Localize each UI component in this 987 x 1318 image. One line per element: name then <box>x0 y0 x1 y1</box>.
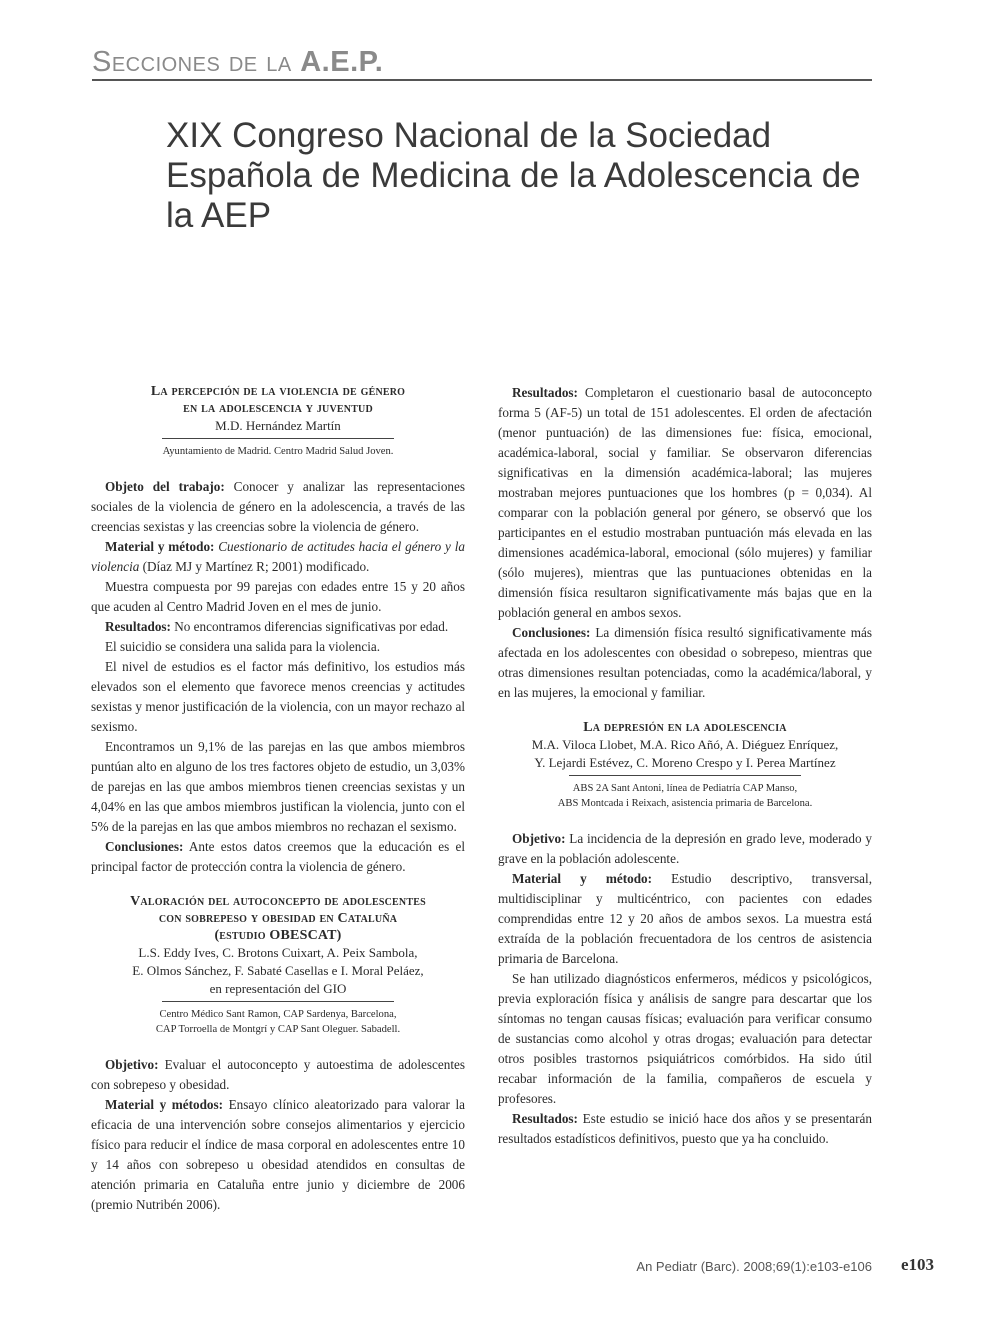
abstract2-affiliation <box>91 1007 465 1037</box>
abstract1-title <box>91 383 465 417</box>
abstract3-authors <box>498 736 872 772</box>
abstract2-objective-text: Evaluar el autoconcepto y autoestima de adolescentes con sobrepeso y obesidad. <box>91 1057 465 1092</box>
abstract2-title-line3: (estudio OBESCAT) <box>214 928 342 943</box>
abstract1-results-label: Resultados: <box>105 619 171 634</box>
abstract2-method <box>91 1095 465 1215</box>
abstract1-method-italic: Cuestionario de actitudes hacia el género y la violencia <box>91 539 465 574</box>
abstract1-results <box>91 617 465 637</box>
section-org: A.E.P. <box>300 46 384 78</box>
abstract1-findings: Encontramos un 9,1% de las parejas en las que ambos miembros puntúan alto en alguno de los tres factores objeto de estudio, un 3,03% de parejas en las que ambos miembros tienen creencias sexistas y un 4,04% en las que ambos miembros justifican la violencia, junto con el 5% de la parejas en las que ambos miembros no rechazan el sexismo. <box>91 739 465 834</box>
abstract3-results <box>498 1109 872 1149</box>
abstract1-method-label: Material y método: <box>105 539 215 554</box>
header-rule <box>92 79 872 81</box>
abstract3-method-text: Estudio descriptivo, transversal, multidisciplinar y multicéntrico, con pacientes con edades comprendidas entre 12 y 20 años de ambos sexos. La muestra está extraída de la población frecuentadora de los centros de asistencia primaria de Barcelona. <box>498 871 872 966</box>
abstract2-affiliation-line2: CAP Torroella de Montgrí y CAP Sant Oleguer. Sabadell. <box>155 1024 401 1035</box>
abstract2-conclusions-text: La dimensión física resultó significativamente más afectada en los adolescentes con obesidad o sobrepeso, mientras que otras dimensiones resultan potenciadas, como la académica/laboral, y en las mujeres, la emocional y familiar. <box>498 625 872 700</box>
abstract3-method-label: Material y método: <box>512 871 653 886</box>
abstract3-objective-label: Objetivo: <box>512 831 566 846</box>
abstract2-results-text: Completaron el cuestionario basal de autoconcepto forma 5 (AF-5) un total de 151 adolescentes. El orden de afectación (menor puntuación) de las dimensiones fue: física, emocional, académica-laboral, social y familiar. Se observaron diferencias significativas en la dimensión académica-laboral; las mujeres mostraban mejores puntuaciones que los hombres (p = 0,034). Al comparar con la población general por género, se observó que los participantes en el estudio mostraban puntuación más elevada en las dimensiones académica-laboral, emocional (sólo mujeres) y familiar (sólo mujeres), mientras que las puntuaciones obtenidas en la dimensión física resultaron significativamente más bajas que en la población general en ambos sexos. <box>498 385 872 620</box>
abstract2-conclusions-label: Conclusiones: <box>512 625 591 640</box>
abstract2-title-line2: con sobrepeso y obesidad en Cataluña <box>158 911 398 926</box>
abstract1-conclusions-text: Ante estos datos creemos que la educación es el principal factor de protección contra la violencia de género. <box>91 839 465 874</box>
abstract3-rule <box>569 775 801 776</box>
abstract1-objective <box>91 477 465 537</box>
abstract2-authors <box>91 944 465 998</box>
abstract1-affiliation-line1: Ayuntamiento de Madrid. Centro Madrid Salud Joven. <box>162 446 394 457</box>
spacer <box>91 877 465 893</box>
abstract2-authors-line2: E. Olmos Sánchez, F. Sabaté Casellas e I. Moral Peláez, <box>132 963 424 978</box>
abstract2-method-label: Material y métodos: <box>105 1097 224 1112</box>
section-prefix: Secciones de la <box>92 46 301 78</box>
abstract1-authors-line1: M.D. Hernández Martín <box>215 418 341 433</box>
left-column <box>91 383 465 1215</box>
abstract2-objective-label: Objetivo: <box>105 1057 159 1072</box>
section-header <box>92 44 872 80</box>
abstract1-method-text: (Díaz MJ y Martínez R; 2001) modificado. <box>139 559 370 574</box>
abstract2-authors-line3: en representación del GIO <box>209 981 347 996</box>
abstract3-authors-line1: M.A. Viloca Llobet, M.A. Rico Añó, A. Diéguez Enríquez, <box>531 737 839 752</box>
abstract3-affiliation-line1: ABS 2A Sant Antoni, línea de Pediatría CAP Manso, <box>572 783 798 794</box>
abstract3-diagnostics: Se han utilizado diagnósticos enfermeros, médicos y psicológicos, previa exploración física y análisis de sangre para descartar que los síntomas no tengan causas físicas; evaluación para verificar consumo de sustancias como alcohol y otras drogas; evaluación para detectar otros posibles trastornos psiquiátricos comórbidos. Ha sido útil recabar información de la familia, compañeros de escuela y profesores. <box>498 971 872 1106</box>
abstract3-authors-line2: Y. Lejardi Estévez, C. Moreno Crespo y I. Perea Martínez <box>534 755 836 770</box>
abstract1-method <box>91 537 465 577</box>
abstract2-objective <box>91 1055 465 1095</box>
abstract3-method <box>498 869 872 969</box>
abstract1-conclusions-label: Conclusiones: <box>105 839 184 854</box>
abstract1-rule <box>162 438 394 439</box>
abstract3-title <box>498 719 872 736</box>
footer-page-number: e103 <box>900 1255 934 1274</box>
abstract1-objective-label: Objeto del trabajo: <box>105 479 225 494</box>
footer-citation: An Pediatr (Barc). 2008;69(1):e103-e106 <box>636 1259 872 1274</box>
abstract1-objective-text: Conocer y analizar las representaciones sociales de la violencia de género en la adolescencia, a través de las creencias sexistas y las creencias sobre la violencia de género. <box>91 479 465 534</box>
page-title: XIX Congreso Nacional de la Sociedad Española de Medicina de la Adolescencia de la AEP <box>166 116 861 235</box>
abstract3-title-line1: La depresión en la adolescencia <box>583 720 787 735</box>
abstract2-method-text: Ensayo clínico aleatorizado para valorar la eficacia de una intervención sobre consejos alimentarios y ejercicio físico para reducir el índice de masa corporal en adolescentes entre 10 y 14 años con sobrepeso u obesidad atendidos en consultas de atención primaria en Cataluña entre junio y diciembre de 2006 (premio Nutribén 2006). <box>91 1097 465 1212</box>
abstract1-sample: Muestra compuesta por 99 parejas con edades entre 15 y 20 años que acuden al Centro Madrid Joven en el mes de junio. <box>91 579 465 614</box>
abstract3-results-label: Resultados: <box>512 1111 578 1126</box>
spacer <box>498 703 872 719</box>
abstract2-affiliation-line1: Centro Médico Sant Ramon, CAP Sardenya, Barcelona, <box>159 1009 397 1020</box>
abstract1-authors <box>91 417 465 435</box>
abstract1-results-text: No encontramos diferencias significativas por edad. <box>170 619 449 634</box>
abstract1-education: El nivel de estudios es el factor más definitivo, los estudios más elevados son el elemento que favorece menos creencias y actitudes sexistas y menor justificación de la violencia, con un mayor rechazo al sexismo. <box>91 659 465 734</box>
abstract3-objective-text: La incidencia de la depresión en grado leve, moderado y grave en la población adolescente. <box>498 831 872 866</box>
abstract1-affiliation <box>91 444 465 459</box>
abstract1-suicide: El suicidio se considera una salida para la violencia. <box>105 639 381 654</box>
abstract2-authors-line1: L.S. Eddy Ives, C. Brotons Cuixart, A. Peix Sambola, <box>138 945 418 960</box>
abstract2-conclusions <box>498 623 872 703</box>
abstract3-affiliation <box>498 781 872 811</box>
abstract2-title-line1: Valoración del autoconcepto de adolescentes <box>130 894 426 909</box>
right-column <box>498 383 872 1149</box>
abstract3-affiliation-line2: ABS Montcada i Reixach, asistencia primaria de Barcelona. <box>557 798 813 809</box>
abstract3-results-text: Este estudio se inició hace dos años y se presentarán resultados estadísticos definitivos, puesto que ya ha concluido. <box>498 1111 872 1146</box>
abstract1-title-line1: La percepción de la violencia de género <box>150 384 406 399</box>
abstract1-conclusions <box>91 837 465 877</box>
abstract3-objective <box>498 829 872 869</box>
abstract1-title-line2: en la adolescencia y juventud <box>183 401 373 416</box>
abstract2-rule <box>162 1001 394 1002</box>
abstract2-title <box>91 893 465 944</box>
abstract2-results <box>498 383 872 623</box>
abstract2-results-label: Resultados: <box>512 385 578 400</box>
